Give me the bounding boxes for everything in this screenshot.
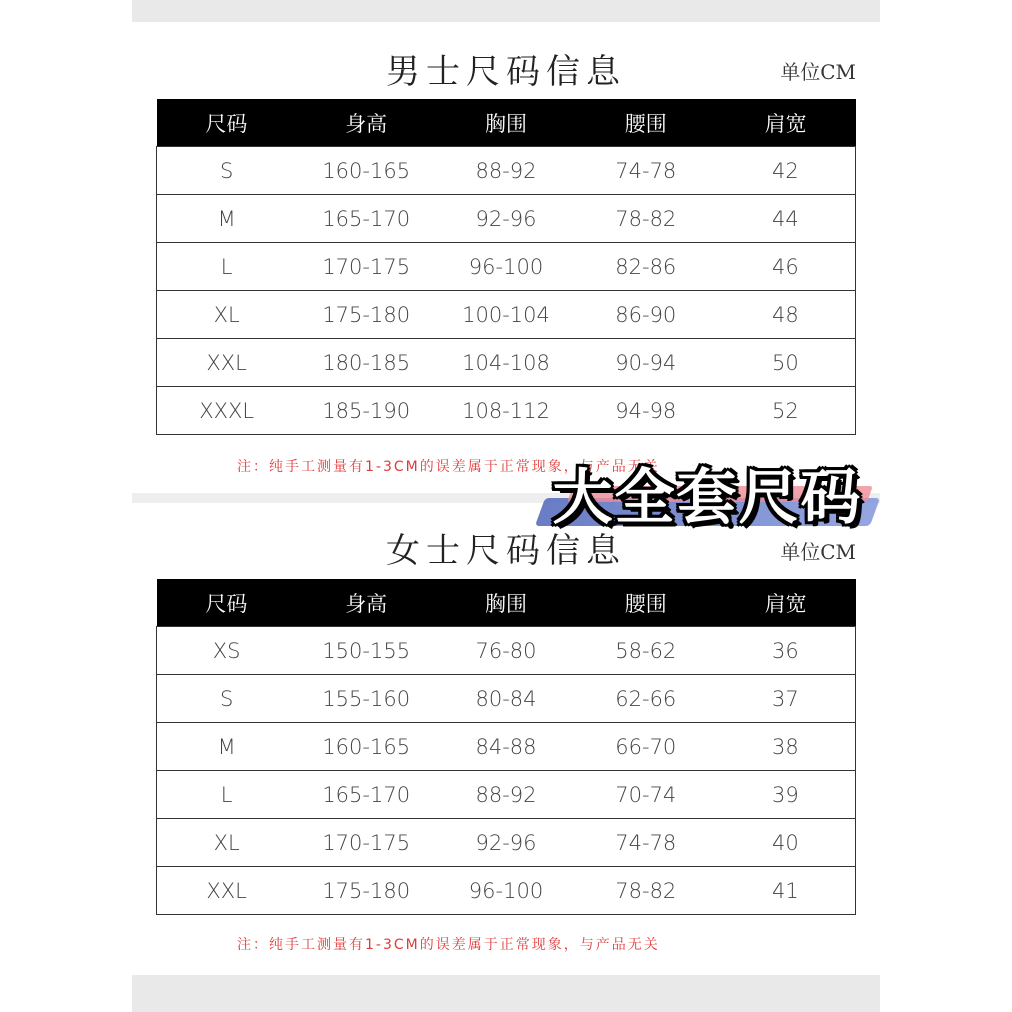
cell-shoulder: 36 bbox=[716, 627, 856, 675]
header-waist: 腰围 bbox=[576, 99, 716, 147]
women-note: 注：纯手工测量有1-3CM的误差属于正常现象，与产品无关 bbox=[237, 937, 660, 953]
table-row bbox=[157, 387, 856, 435]
table-row bbox=[157, 243, 856, 291]
cell-height: 175-180 bbox=[296, 867, 436, 915]
cell-shoulder: 37 bbox=[716, 675, 856, 723]
cell-waist: 78-82 bbox=[576, 195, 716, 243]
cell-shoulder: 44 bbox=[716, 195, 856, 243]
cell-size: XS bbox=[157, 627, 297, 675]
table-header-row bbox=[157, 99, 856, 147]
cell-size: S bbox=[157, 147, 297, 195]
table-row bbox=[157, 867, 856, 915]
cell-size: M bbox=[157, 723, 297, 771]
header-height: 身高 bbox=[296, 99, 436, 147]
cell-chest: 92-96 bbox=[436, 819, 576, 867]
header-chest: 胸围 bbox=[436, 579, 576, 627]
cell-shoulder: 40 bbox=[716, 819, 856, 867]
women-unit: 单位CM bbox=[780, 540, 856, 564]
cell-height: 170-175 bbox=[296, 819, 436, 867]
cell-chest: 76-80 bbox=[436, 627, 576, 675]
cell-shoulder: 39 bbox=[716, 771, 856, 819]
cell-waist: 70-74 bbox=[576, 771, 716, 819]
table-row bbox=[157, 819, 856, 867]
table-header-row bbox=[157, 579, 856, 627]
table-row bbox=[157, 723, 856, 771]
cell-size: XXL bbox=[157, 867, 297, 915]
cell-shoulder: 48 bbox=[716, 291, 856, 339]
table-row bbox=[157, 627, 856, 675]
cell-chest: 104-108 bbox=[436, 339, 576, 387]
cell-size: XL bbox=[157, 291, 297, 339]
table-row bbox=[157, 195, 856, 243]
table-row bbox=[157, 771, 856, 819]
header-shoulder: 肩宽 bbox=[716, 579, 856, 627]
cell-shoulder: 46 bbox=[716, 243, 856, 291]
cell-waist: 86-90 bbox=[576, 291, 716, 339]
cell-height: 180-185 bbox=[296, 339, 436, 387]
cell-waist: 74-78 bbox=[576, 147, 716, 195]
cell-size: XXL bbox=[157, 339, 297, 387]
header-chest: 胸围 bbox=[436, 99, 576, 147]
cell-chest: 96-100 bbox=[436, 243, 576, 291]
cell-chest: 108-112 bbox=[436, 387, 576, 435]
cell-size: XL bbox=[157, 819, 297, 867]
men-note: 注：纯手工测量有1-3CM的误差属于正常现象，与产品无关 bbox=[237, 459, 660, 475]
cell-chest: 88-92 bbox=[436, 147, 576, 195]
men-size-table bbox=[156, 99, 856, 435]
overlay-banner bbox=[540, 448, 875, 548]
cell-chest: 96-100 bbox=[436, 867, 576, 915]
cell-waist: 66-70 bbox=[576, 723, 716, 771]
cell-height: 165-170 bbox=[296, 195, 436, 243]
bottom-band bbox=[132, 975, 880, 1012]
cell-waist: 94-98 bbox=[576, 387, 716, 435]
cell-waist: 82-86 bbox=[576, 243, 716, 291]
cell-height: 185-190 bbox=[296, 387, 436, 435]
cell-height: 160-165 bbox=[296, 723, 436, 771]
cell-height: 165-170 bbox=[296, 771, 436, 819]
cell-height: 150-155 bbox=[296, 627, 436, 675]
men-unit: 单位CM bbox=[780, 60, 856, 84]
cell-size: XXXL bbox=[157, 387, 297, 435]
men-title: 男士尺码信息 bbox=[386, 52, 626, 92]
top-band bbox=[132, 0, 880, 22]
cell-shoulder: 38 bbox=[716, 723, 856, 771]
cell-height: 170-175 bbox=[296, 243, 436, 291]
cell-shoulder: 50 bbox=[716, 339, 856, 387]
cell-chest: 88-92 bbox=[436, 771, 576, 819]
cell-chest: 84-88 bbox=[436, 723, 576, 771]
cell-waist: 74-78 bbox=[576, 819, 716, 867]
cell-waist: 58-62 bbox=[576, 627, 716, 675]
cell-chest: 92-96 bbox=[436, 195, 576, 243]
cell-size: L bbox=[157, 243, 297, 291]
header-size: 尺码 bbox=[157, 99, 297, 147]
header-height: 身高 bbox=[296, 579, 436, 627]
header-waist: 腰围 bbox=[576, 579, 716, 627]
header-shoulder: 肩宽 bbox=[716, 99, 856, 147]
table-row bbox=[157, 339, 856, 387]
header-size: 尺码 bbox=[157, 579, 297, 627]
cell-height: 155-160 bbox=[296, 675, 436, 723]
cell-waist: 62-66 bbox=[576, 675, 716, 723]
table-row bbox=[157, 291, 856, 339]
cell-size: S bbox=[157, 675, 297, 723]
table-row bbox=[157, 147, 856, 195]
cell-height: 175-180 bbox=[296, 291, 436, 339]
cell-size: L bbox=[157, 771, 297, 819]
cell-waist: 78-82 bbox=[576, 867, 716, 915]
cell-height: 160-165 bbox=[296, 147, 436, 195]
cell-shoulder: 52 bbox=[716, 387, 856, 435]
cell-size: M bbox=[157, 195, 297, 243]
cell-waist: 90-94 bbox=[576, 339, 716, 387]
women-title: 女士尺码信息 bbox=[386, 531, 626, 571]
cell-chest: 100-104 bbox=[436, 291, 576, 339]
cell-shoulder: 42 bbox=[716, 147, 856, 195]
cell-shoulder: 41 bbox=[716, 867, 856, 915]
women-size-table bbox=[156, 579, 856, 915]
cell-chest: 80-84 bbox=[436, 675, 576, 723]
table-row bbox=[157, 675, 856, 723]
banner-text: 大全套尺码 bbox=[552, 463, 863, 533]
